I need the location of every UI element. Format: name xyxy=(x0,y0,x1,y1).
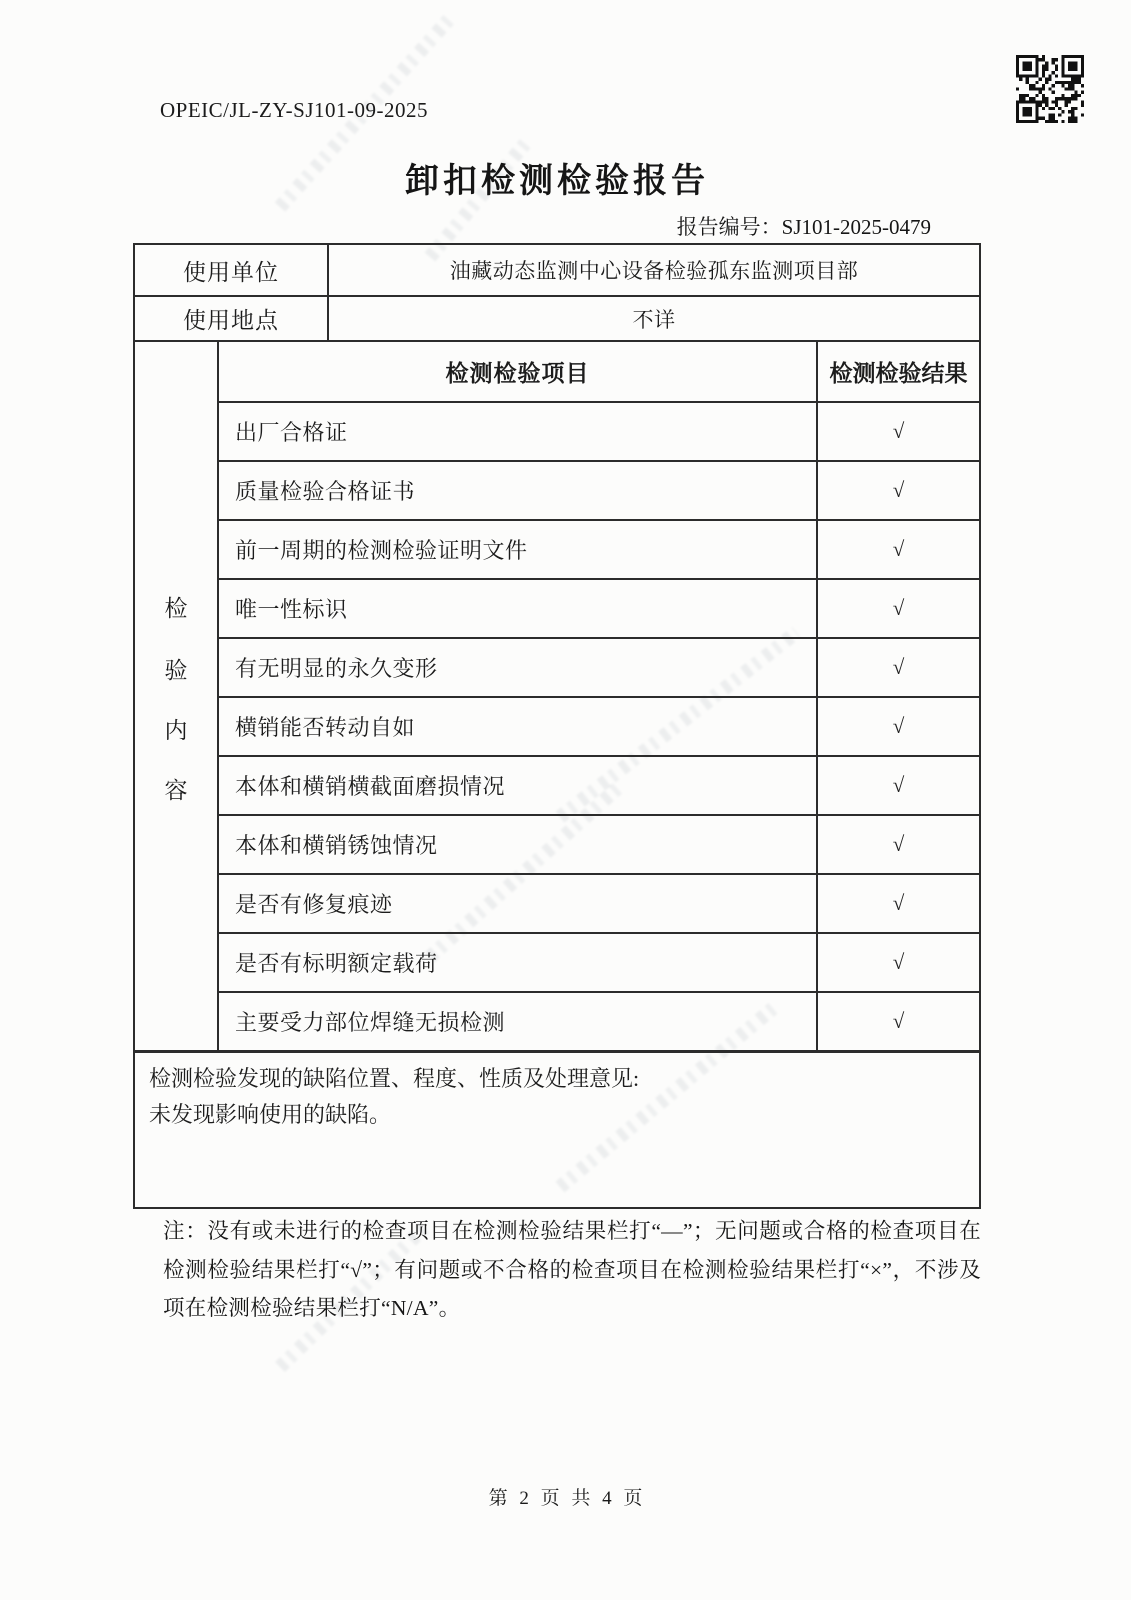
qr-code-icon xyxy=(1016,54,1084,124)
inspection-item-label: 唯一性标识 xyxy=(235,597,348,622)
inspection-item-label: 是否有标明额定载荷 xyxy=(235,951,438,976)
inspection-result-checkmark: √ xyxy=(816,462,979,519)
inspection-item-label: 本体和横销横截面磨损情况 xyxy=(235,774,506,799)
document-code: OPEIC/JL-ZY-SJ101-09-2025 xyxy=(160,98,428,122)
defect-content: 未发现影响使用的缺陷。 xyxy=(149,1102,392,1128)
page-footer: 第 2 页 共 4 页 xyxy=(488,1488,643,1509)
table-row xyxy=(219,696,979,755)
inspection-result-checkmark: √ xyxy=(816,580,979,637)
inspection-item-label: 前一周期的检测检验证明文件 xyxy=(235,538,528,563)
side-label-char: 验 xyxy=(164,658,188,683)
report-number: 报告编号：SJ101-2025-0479 xyxy=(676,215,931,239)
inspection-result-checkmark: √ xyxy=(816,993,979,1050)
inspection-main-block xyxy=(135,340,979,1050)
inspection-result-checkmark: √ xyxy=(816,403,979,460)
info-label: 使用地点 xyxy=(135,297,329,340)
side-label-char: 检 xyxy=(164,596,188,621)
inspection-item-label: 是否有修复痕迹 xyxy=(235,892,393,917)
inspection-item-label: 质量检验合格证书 xyxy=(235,479,416,504)
table-row xyxy=(219,578,979,637)
table-row xyxy=(219,991,979,1050)
table-header-row xyxy=(219,342,979,401)
info-value: 油藏动态监测中心设备检验孤东监测项目部 xyxy=(449,259,859,283)
table-row xyxy=(219,755,979,814)
inspection-item-label: 本体和横销锈蚀情况 xyxy=(235,833,438,858)
inspection-result-checkmark: √ xyxy=(816,698,979,755)
inspection-rows xyxy=(219,401,979,1050)
table-row xyxy=(219,460,979,519)
table-row xyxy=(135,295,979,340)
inspection-result-checkmark: √ xyxy=(816,521,979,578)
defect-heading: 检测检验发现的缺陷位置、程度、性质及处理意见: xyxy=(149,1066,640,1091)
column-header-item: 检测检验项目 xyxy=(445,361,590,386)
table-row xyxy=(219,814,979,873)
table-row xyxy=(135,245,979,295)
inspection-grid xyxy=(219,342,979,1050)
side-label-inspection-content xyxy=(135,342,219,1050)
table-row xyxy=(219,637,979,696)
inspection-result-checkmark: √ xyxy=(816,639,979,696)
legend-note: 注：没有或未进行的检查项目在检测检验结果栏打“—”；无问题或合格的检查项目在检测检验结果栏打“√”；有问题或不合格的检查项目在检测检验结果栏打“×”，不涉及项在检测检验结果栏打“N/A”。 xyxy=(163,1219,981,1321)
inspection-result-checkmark: √ xyxy=(816,757,979,814)
table-row xyxy=(219,401,979,460)
inspection-item-label: 横销能否转动自如 xyxy=(235,715,416,740)
inspection-item-label: 有无明显的永久变形 xyxy=(235,656,438,681)
column-header-result: 检测检验结果 xyxy=(816,342,979,401)
defect-findings-cell xyxy=(135,1050,979,1207)
inspection-result-checkmark: √ xyxy=(816,816,979,873)
inspection-item-label: 出厂合格证 xyxy=(235,420,348,445)
inspection-item-label: 主要受力部位焊缝无损检测 xyxy=(235,1010,506,1035)
side-label-char: 容 xyxy=(164,778,188,803)
page-title: 卸扣检测检验报告 xyxy=(405,163,709,200)
side-label-char: 内 xyxy=(164,718,188,743)
table-row xyxy=(219,873,979,932)
table-row xyxy=(219,932,979,991)
inspection-result-checkmark: √ xyxy=(816,875,979,932)
inspection-table xyxy=(133,243,981,1209)
info-label: 使用单位 xyxy=(135,245,329,295)
table-row xyxy=(219,519,979,578)
info-value: 不详 xyxy=(632,307,676,332)
inspection-result-checkmark: √ xyxy=(816,934,979,991)
